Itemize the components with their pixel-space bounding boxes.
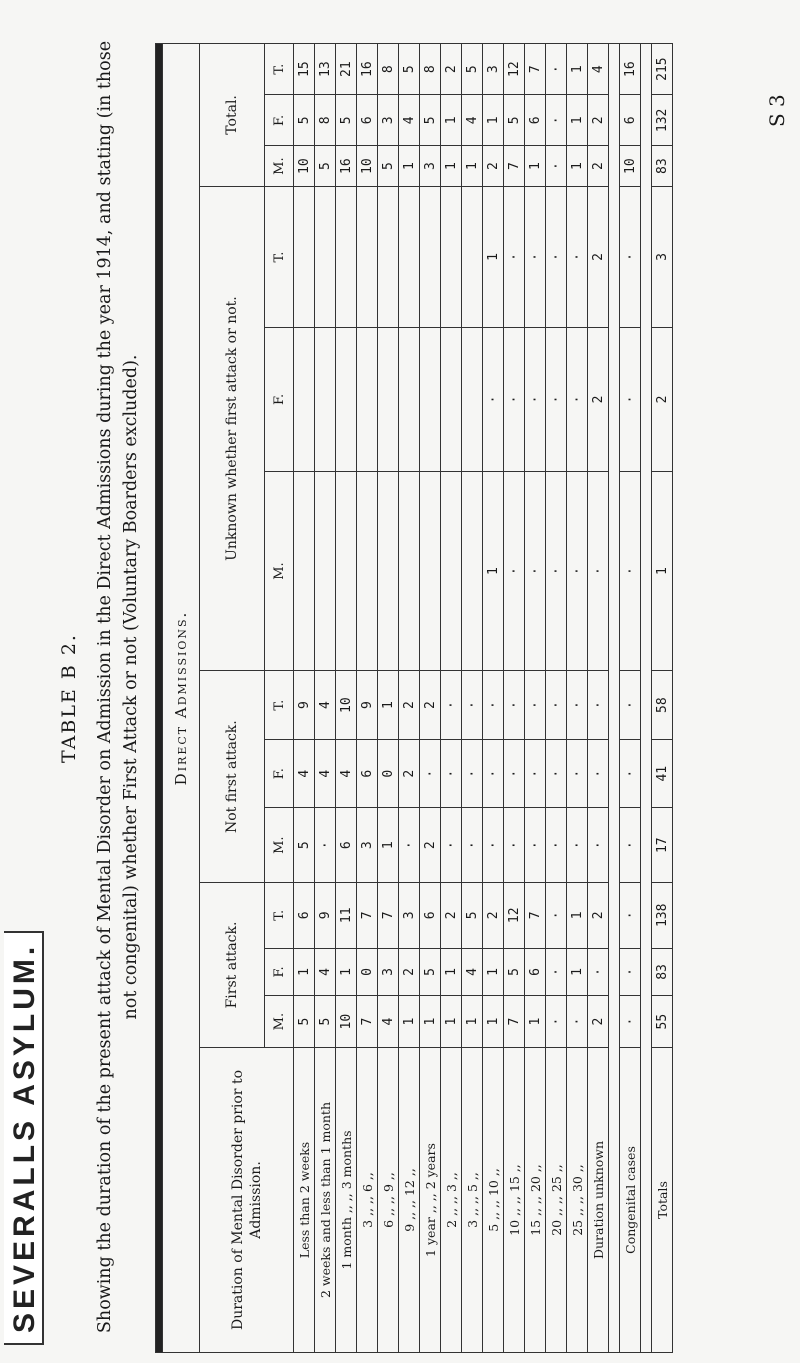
table-cell: ·: [525, 328, 546, 472]
table-cell: ·: [546, 146, 567, 186]
table-row: [420, 44, 441, 1353]
table-cell: 6: [620, 95, 641, 146]
table-cell: 16: [620, 44, 641, 95]
spacer-cell: [641, 44, 652, 1353]
row-label: 15 ,, ,, 20 ,,: [525, 1048, 546, 1353]
table-cell: 4: [462, 95, 483, 146]
table-cell: 6: [525, 948, 546, 996]
table-top-rule: [156, 44, 163, 1353]
table-row: [546, 44, 567, 1353]
table-cell: 2: [399, 948, 420, 996]
table-cell: 2: [588, 146, 609, 186]
table-cell: 9: [315, 882, 336, 948]
table-cell: 9: [357, 671, 378, 740]
table-cell: 2: [441, 882, 462, 948]
table-cell: 55: [652, 996, 673, 1048]
table-cell: ·: [620, 948, 641, 996]
table-cell: 5: [294, 808, 315, 882]
table-cell: [462, 471, 483, 671]
table-cell: ·: [525, 808, 546, 882]
table-cell: ·: [504, 808, 525, 882]
page-header: [0, 0, 140, 1363]
row-label: 2 weeks and less than 1 month: [315, 1048, 336, 1353]
table-cell: 2: [588, 328, 609, 472]
table-cell: [420, 328, 441, 472]
table-cell: [315, 186, 336, 327]
table-cell: ·: [546, 471, 567, 671]
table-cell: 10: [336, 996, 357, 1048]
table-cell: [399, 328, 420, 472]
row-label: 2 ,, ,, 3 ,,: [441, 1048, 462, 1353]
table-cell: 7: [378, 882, 399, 948]
table-cell: ·: [504, 739, 525, 808]
table-cell: [357, 471, 378, 671]
table-cell: [420, 186, 441, 327]
table-cell: [420, 471, 441, 671]
table-cell: ·: [399, 808, 420, 882]
row-label: 10 ,, ,, 15 ,,: [504, 1048, 525, 1353]
table-cell: ·: [441, 739, 462, 808]
table-cell: 3: [399, 882, 420, 948]
table-cell: 15: [294, 44, 315, 95]
table-cell: 7: [357, 996, 378, 1048]
table-cell: 1: [567, 146, 588, 186]
table-cell: 5: [315, 996, 336, 1048]
table-cell: ·: [546, 95, 567, 146]
table-cell: ·: [567, 328, 588, 472]
table-cell: ·: [441, 671, 462, 740]
table-cell: ·: [441, 808, 462, 882]
table-cell: [378, 328, 399, 472]
table-cell: 1: [652, 471, 673, 671]
table-cell: ·: [504, 671, 525, 740]
table-cell: 16: [357, 44, 378, 95]
table-cell: ·: [546, 948, 567, 996]
table-cell: 6: [525, 95, 546, 146]
table-cell: 1: [336, 948, 357, 996]
row-label: Congenital cases: [620, 1048, 641, 1353]
table-cell: 1: [483, 95, 504, 146]
table-cell: 6: [357, 95, 378, 146]
table-cell: 2: [399, 671, 420, 740]
table-cell: 3: [483, 44, 504, 95]
sub-header: F.: [265, 739, 294, 808]
table-cell: ·: [620, 471, 641, 671]
sub-header: F.: [265, 95, 294, 146]
sub-header: M.: [265, 996, 294, 1048]
group-header-unknown: Unknown whether first attack or not.: [200, 186, 265, 671]
table-row: [462, 44, 483, 1353]
sub-header: T.: [265, 44, 294, 95]
table-cell: 3: [357, 808, 378, 882]
table-cell: 1: [567, 95, 588, 146]
table-cell: 5: [336, 95, 357, 146]
table-row: [567, 44, 588, 1353]
table-cell: ·: [546, 996, 567, 1048]
table-cell: ·: [546, 882, 567, 948]
row-label: 3 ,, ,, 5 ,,: [462, 1048, 483, 1353]
table-cell: 5: [462, 882, 483, 948]
table-cell: ·: [546, 44, 567, 95]
sub-header: F.: [265, 328, 294, 472]
group-header-first-attack: First attack.: [200, 882, 265, 1047]
table-cell: 5: [504, 948, 525, 996]
table-cell: 0: [378, 739, 399, 808]
row-label: 5 ,, ,, 10 ,,: [483, 1048, 504, 1353]
table-cell: ·: [588, 948, 609, 996]
table-cell: 2: [588, 882, 609, 948]
table-cell: 4: [336, 739, 357, 808]
table-row: [483, 44, 504, 1353]
table-cell: ·: [567, 186, 588, 327]
table-cell: ·: [620, 996, 641, 1048]
table-cell: 0: [357, 948, 378, 996]
running-head: [4, 931, 52, 1363]
table-cell: 7: [504, 996, 525, 1048]
table-cell: [336, 471, 357, 671]
table-cell: 10: [336, 671, 357, 740]
table-cell: ·: [525, 739, 546, 808]
table-cell: [336, 328, 357, 472]
table-cell: ·: [567, 739, 588, 808]
table-cell: 2: [588, 996, 609, 1048]
table-cell: 5: [420, 95, 441, 146]
table-cell: 4: [462, 948, 483, 996]
table-cell: ·: [546, 186, 567, 327]
table-cell: 215: [652, 44, 673, 95]
row-label: 3 ,, ,, 6 ,,: [357, 1048, 378, 1353]
table-cell: 4: [315, 739, 336, 808]
table-cell: ·: [315, 808, 336, 882]
table-cell: 2: [420, 808, 441, 882]
table-cell: 1: [441, 95, 462, 146]
table-cell: [441, 186, 462, 327]
table-cell: 4: [315, 948, 336, 996]
table-cell: 8: [378, 44, 399, 95]
table-cell: 6: [357, 739, 378, 808]
table-cell: 4: [378, 996, 399, 1048]
table-cell: 5: [378, 146, 399, 186]
group-header-not-first-attack: Not first attack.: [200, 671, 265, 883]
table-cell: 1: [483, 471, 504, 671]
sub-header: T.: [265, 882, 294, 948]
table-cell: ·: [567, 671, 588, 740]
table-cell: ·: [483, 808, 504, 882]
table-row: [441, 44, 462, 1353]
table-cell: 4: [294, 739, 315, 808]
table-cell: [441, 328, 462, 472]
table-cell: 1: [441, 146, 462, 186]
table-cell: [336, 186, 357, 327]
table-cell: ·: [420, 739, 441, 808]
spacer-row: [641, 44, 652, 1353]
table-cell: ·: [525, 186, 546, 327]
table-cell: [294, 471, 315, 671]
row-label: 20 ,, ,, 25 ,,: [546, 1048, 567, 1353]
table-cell: ·: [620, 186, 641, 327]
row-label: 1 month ,, ,, 3 months: [336, 1048, 357, 1353]
table-cell: 5: [315, 146, 336, 186]
table-cell: 2: [483, 146, 504, 186]
table-cell: ·: [525, 671, 546, 740]
sub-header: F.: [265, 948, 294, 996]
table-cell: ·: [567, 808, 588, 882]
table-row: [504, 44, 525, 1353]
table-cell: 2: [399, 739, 420, 808]
table-cell: 10: [294, 146, 315, 186]
table-cell: 6: [420, 882, 441, 948]
table-cell: ·: [588, 471, 609, 671]
table-cell: 1: [420, 996, 441, 1048]
table-cell: ·: [504, 186, 525, 327]
table-cell: 1: [567, 882, 588, 948]
section-title-row: [163, 44, 200, 1353]
table-cell: 6: [336, 808, 357, 882]
sub-header: M.: [265, 808, 294, 882]
table-cell: 2: [588, 186, 609, 327]
table-cell: ·: [462, 671, 483, 740]
table-cell: 2: [420, 671, 441, 740]
table-cell: 7: [525, 882, 546, 948]
table-cell: ·: [504, 328, 525, 472]
table-cell: 10: [357, 146, 378, 186]
row-label: 6 ,, ,, 9 ,,: [378, 1048, 399, 1353]
table-row: [399, 44, 420, 1353]
table-cell: 1: [525, 146, 546, 186]
table-row: [620, 44, 641, 1353]
table-cell: 4: [315, 671, 336, 740]
table-cell: 1: [462, 996, 483, 1048]
row-label: 1 year ,, ,, 2 years: [420, 1048, 441, 1353]
table-row: [652, 44, 673, 1353]
table-row: [315, 44, 336, 1353]
table-cell: 17: [652, 808, 673, 882]
table-cell: 138: [652, 882, 673, 948]
table-cell: [378, 471, 399, 671]
table-cell: ·: [546, 739, 567, 808]
table-cell: 13: [315, 44, 336, 95]
table-cell: 3: [378, 95, 399, 146]
table-cell: ·: [504, 471, 525, 671]
table-cell: 1: [483, 948, 504, 996]
table-cell: 6: [294, 882, 315, 948]
sub-header: M.: [265, 471, 294, 671]
table-cell: 7: [504, 146, 525, 186]
table-caption: Showing the duration of the present attack of Mental Disorder on Admission in the Direct Admissions during the year 1914, and stating (in those not congenital) whether First Attack or not (Voluntary Boarders excluded).: [95, 40, 141, 1334]
table-cell: 7: [525, 44, 546, 95]
table-cell: [399, 471, 420, 671]
sub-header: M.: [265, 146, 294, 186]
table-cell: ·: [546, 671, 567, 740]
table-cell: [378, 186, 399, 327]
row-label: 25 ,, ,, 30 ,,: [567, 1048, 588, 1353]
table-cell: 1: [441, 948, 462, 996]
table-cell: 1: [399, 146, 420, 186]
row-label: Totals: [652, 1048, 673, 1353]
group-header-total: Total.: [200, 44, 265, 187]
table-cell: ·: [546, 328, 567, 472]
table-cell: 7: [357, 882, 378, 948]
table-cell: ·: [567, 996, 588, 1048]
table-cell: 83: [652, 948, 673, 996]
section-title: Direct Admissions.: [163, 44, 200, 1353]
table-cell: 58: [652, 671, 673, 740]
table-cell: ·: [620, 671, 641, 740]
table-cell: ·: [567, 471, 588, 671]
table-cell: 132: [652, 95, 673, 146]
table-cell: ·: [546, 808, 567, 882]
table-row: [525, 44, 546, 1353]
table-cell: ·: [525, 471, 546, 671]
table-cell: [357, 186, 378, 327]
table-row: [294, 44, 315, 1353]
table-cell: [315, 328, 336, 472]
table-cell: 10: [620, 146, 641, 186]
table-cell: 5: [462, 44, 483, 95]
table-cell: 2: [588, 95, 609, 146]
table-cell: 1: [441, 996, 462, 1048]
table-cell: 5: [504, 95, 525, 146]
table-cell: 1: [567, 44, 588, 95]
table-cell: 3: [652, 186, 673, 327]
table-cell: ·: [620, 739, 641, 808]
table-cell: 11: [336, 882, 357, 948]
table-cell: ·: [588, 739, 609, 808]
table-cell: 5: [294, 996, 315, 1048]
table-cell: 2: [483, 882, 504, 948]
table-cell: [357, 328, 378, 472]
table-cell: 8: [315, 95, 336, 146]
page-signature: S 3: [765, 94, 789, 127]
table-cell: 1: [378, 808, 399, 882]
table-cell: 83: [652, 146, 673, 186]
table-cell: ·: [620, 328, 641, 472]
table-cell: [294, 186, 315, 327]
table-cell: 5: [420, 948, 441, 996]
table-cell: [399, 186, 420, 327]
table-cell: ·: [620, 808, 641, 882]
table-cell: 1: [378, 671, 399, 740]
table-cell: 9: [294, 671, 315, 740]
table-cell: 2: [652, 328, 673, 472]
table-cell: ·: [620, 882, 641, 948]
table-row: [336, 44, 357, 1353]
table-row: [378, 44, 399, 1353]
table-cell: ·: [483, 739, 504, 808]
table-row: [588, 44, 609, 1353]
table-cell: 8: [420, 44, 441, 95]
table-cell: 41: [652, 739, 673, 808]
table-cell: 16: [336, 146, 357, 186]
table-row: [357, 44, 378, 1353]
table-cell: 5: [294, 95, 315, 146]
table-cell: [315, 471, 336, 671]
table-cell: 4: [588, 44, 609, 95]
table-cell: 5: [399, 44, 420, 95]
admissions-table: [155, 43, 673, 1353]
table-title: TABLE B 2.: [58, 633, 80, 763]
running-head-text: SEVERALLS ASYLUM.: [4, 931, 44, 1345]
table-cell: ·: [462, 739, 483, 808]
table-cell: 1: [525, 996, 546, 1048]
sub-header: T.: [265, 186, 294, 327]
table-cell: [294, 328, 315, 472]
row-label: 9 ,, ,, 12 ,,: [399, 1048, 420, 1353]
sub-header: T.: [265, 671, 294, 740]
spacer-row: [609, 44, 620, 1353]
table-cell: 1: [462, 146, 483, 186]
table-cell: 12: [504, 44, 525, 95]
table-cell: 21: [336, 44, 357, 95]
table-cell: 2: [441, 44, 462, 95]
row-label: Less than 2 weeks: [294, 1048, 315, 1353]
table-cell: 1: [483, 996, 504, 1048]
table-cell: ·: [483, 328, 504, 472]
row-label: Duration unknown: [588, 1048, 609, 1353]
spacer-cell: [609, 44, 620, 1353]
table-cell: 1: [567, 948, 588, 996]
table-cell: 1: [483, 186, 504, 327]
table-cell: ·: [588, 671, 609, 740]
group-header-row: [200, 44, 265, 1353]
table-cell: [462, 328, 483, 472]
table-cell: ·: [462, 808, 483, 882]
table-cell: 1: [399, 996, 420, 1048]
table-cell: 12: [504, 882, 525, 948]
table-cell: 1: [294, 948, 315, 996]
table-cell: ·: [588, 808, 609, 882]
table-cell: [462, 186, 483, 327]
table-cell: ·: [483, 671, 504, 740]
table-cell: [441, 471, 462, 671]
duration-header: Duration of Mental Disorder prior to Admission.: [200, 1048, 294, 1353]
table-cell: 3: [378, 948, 399, 996]
table-cell: 3: [420, 146, 441, 186]
table-cell: 4: [399, 95, 420, 146]
